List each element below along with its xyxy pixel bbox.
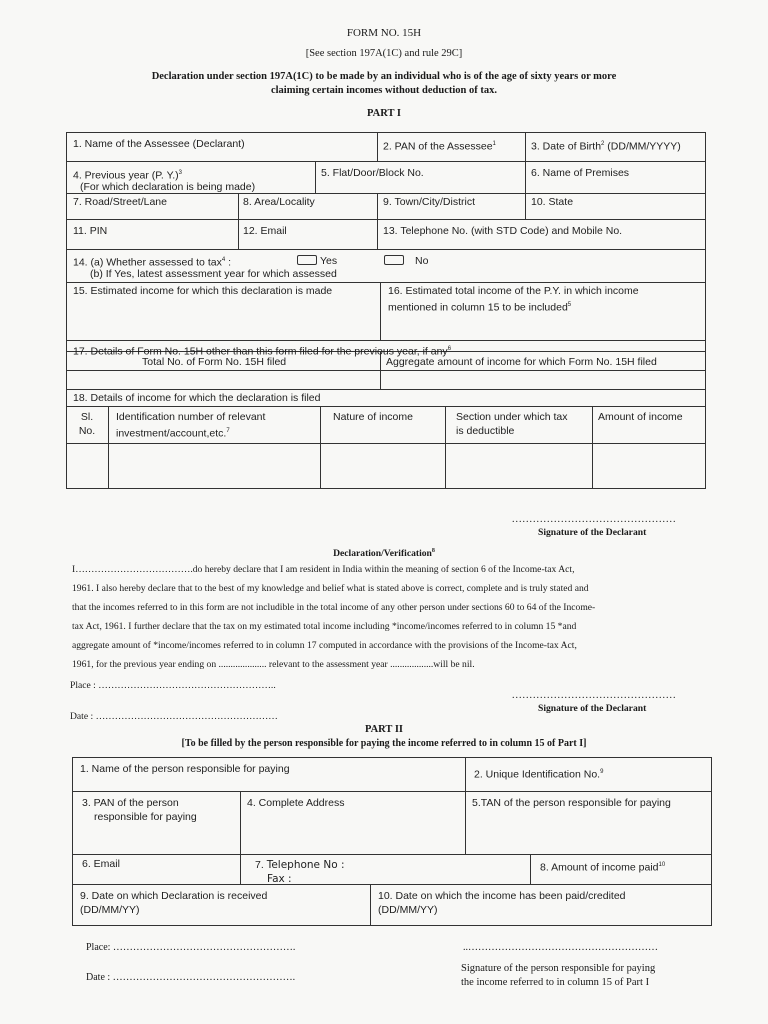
field-5-flat-door: 5. Flat/Door/Block No.: [321, 167, 424, 179]
place-field-2: Place: ……………………………………………….: [86, 942, 296, 953]
declaration-heading-line2: claiming certain incomes without deduction of tax.: [270, 85, 498, 96]
place-field-1: Place : ………………………………………………..: [70, 680, 276, 691]
field-9-town: 9. Town/City/District: [383, 196, 475, 208]
p2-field-9-date-received: 9. Date on which Declaration is received (DD/MM/YY): [80, 890, 268, 916]
p2-field-2-uin: 2. Unique Identification No.$^9$: [474, 768, 604, 781]
col-identification-number: Identification number of relevant investment/account,etc.$^7$: [116, 411, 266, 440]
p2-field-8-amount-paid: 8. Amount of income paid$^{10}$: [540, 861, 666, 874]
field-16-line1: 16. Estimated total income of the P.Y. in which income: [388, 285, 639, 297]
field-13-telephone: 13. Telephone No. (with STD Code) and Mobile No.: [383, 225, 623, 237]
p2-field-4-address: 4. Complete Address: [247, 797, 345, 809]
signature-line-2: ...............................................: [512, 690, 677, 701]
field-7-road: 7. Road/Street/Lane: [73, 196, 167, 208]
field-4-previous-year: 4. Previous year (P. Y.)$^3$: [73, 169, 182, 182]
field-1-name-of-assessee: 1. Name of the Assessee (Declarant): [73, 138, 245, 150]
yes-checkbox[interactable]: [297, 255, 317, 265]
field-17-details: 17. Details of Form No. 15H other than this form filed for the previous year, if any$^6$: [73, 345, 452, 358]
col-nature-of-income: Nature of income: [333, 411, 413, 423]
field-12-email: 12. Email: [243, 225, 287, 237]
declaration-heading-line1: Declaration under section 197A(1C) to be made by an individual who is of the age of sixty years or more: [151, 71, 617, 82]
part2-title: PART II: [364, 724, 404, 735]
section-reference: [See section 197A(1C) and rule 29C]: [305, 48, 463, 59]
field-3-date-of-birth: 3. Date of Birth$^2$ (DD/MM/YYYY): [531, 140, 681, 153]
field-11-pin: 11. PIN: [73, 225, 108, 237]
col-amount-of-income: Amount of income: [598, 411, 683, 423]
date-field-2: Date : ……………………………………………….: [86, 972, 296, 983]
field-14b-assessment-year: (b) If Yes, latest assessment year for which assessed: [90, 268, 337, 280]
no-checkbox[interactable]: [384, 255, 404, 265]
field-17-total-forms: Total No. of Form No. 15H filed: [142, 356, 287, 368]
field-17-aggregate: Aggregate amount of income for which Form No. 15H filed: [386, 356, 657, 368]
no-label: No: [415, 255, 429, 267]
part2-subtitle: [To be filled by the person responsible for paying the income referred to in column 15 of Part I]: [181, 738, 587, 749]
p2-field-10-date-paid: 10. Date on which the income has been paid/credited (DD/MM/YY): [378, 890, 626, 916]
field-4-note: (For which declaration is being made): [80, 181, 256, 193]
field-18-details: 18. Details of income for which the declaration is filed: [73, 392, 321, 404]
field-14a-assessed: 14. (a) Whether assessed to tax$^4$ :: [73, 256, 232, 269]
field-15-estimated-income: 15. Estimated income for which this declaration is made: [73, 285, 333, 297]
field-10-state: 10. State: [531, 196, 574, 208]
form-number: FORM NO. 15H: [346, 27, 422, 39]
field-16-line2: mentioned in column 15 to be included$^5$: [388, 301, 572, 314]
verification-text: I……………………………….do hereby declare that I am resident in India within the meaning of section 6 of the Income-tax Act, 1961. I also hereby declare that to the best of my knowledge and belief what is stated above is correct, complete and is truly stated and that the incomes referred to in this form are not includible in the total income of any other person under sections 60 to 64 of the Income- tax Act, 1961. I further declare that the tax on my estimated total income including *income/incomes referred to in column 15 *and aggregate amount of *income/incomes referred to in column 17 computed in accordance with the provisions of the Income-tax Act, 1961, for the previous year ending on .................... relevant to the assessment year ..................will be nil.: [72, 564, 596, 670]
field-8-area: 8. Area/Locality: [243, 196, 315, 208]
signature-of-declarant-2: Signature of the Declarant: [538, 703, 647, 714]
signature-of-payer: Signature of the person responsible for paying the income referred to in column 15 of Part I: [461, 963, 656, 988]
col-section: Section under which tax is deductible: [456, 411, 568, 437]
part1-title: PART I: [367, 108, 401, 119]
p2-field-5-tan: 5.TAN of the person responsible for paying: [472, 797, 671, 809]
field-6-premises: 6. Name of Premises: [531, 167, 630, 179]
yes-label: Yes: [320, 255, 338, 267]
col-sl-no: Sl. No.: [78, 411, 96, 437]
p2-field-6-email: 6. Email: [82, 858, 120, 870]
verification-title: Declaration/Verification$^8$: [333, 548, 435, 560]
field-2-pan: 2. PAN of the Assessee$^1$: [383, 140, 496, 153]
p2-field-7-telephone-fax: 7. Telephone No : Fax :: [255, 859, 345, 885]
date-field-1: Date : …………………………………………………: [70, 711, 278, 722]
p2-field-3-pan: 3. PAN of the person responsible for paying: [82, 797, 197, 823]
signature-line-3: ..…………………………………………………: [463, 942, 658, 953]
signature-of-declarant-1: Signature of the Declarant: [538, 527, 647, 538]
signature-line-1: ...............................................: [512, 514, 677, 525]
p2-field-1-name: 1. Name of the person responsible for paying: [80, 763, 290, 775]
